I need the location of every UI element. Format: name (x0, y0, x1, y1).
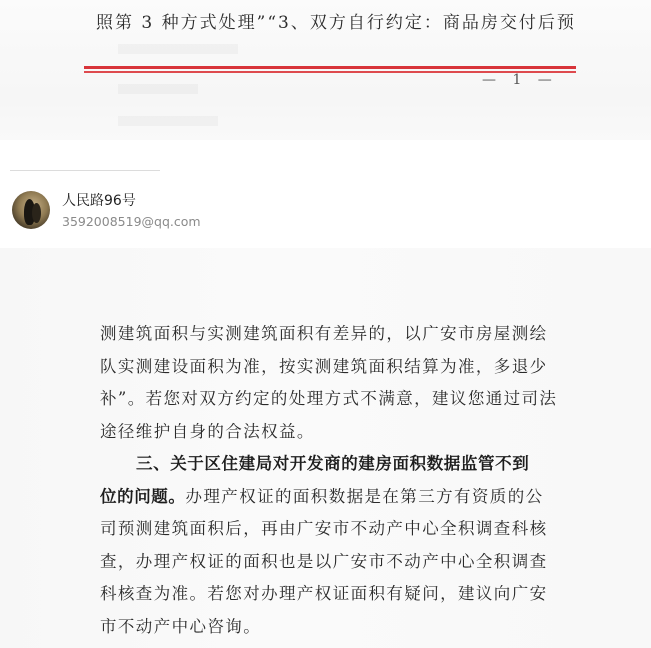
paragraph-line: 队实测建设面积为准，按实测建筑面积结算为准，多退少 (100, 356, 548, 376)
section-heading-line (100, 448, 580, 481)
avatar[interactable] (12, 191, 50, 229)
document-body (100, 318, 580, 643)
paragraph-line: 测建筑面积与实测建筑面积有差异的，以广安市房屋测绘 (100, 324, 548, 343)
red-rule-line (84, 66, 576, 69)
paragraph-line: 查，办理产权证的面积也是以广安市不动产中心全积调查 (100, 551, 548, 571)
top-scan-fragment (0, 0, 651, 140)
bleed-through-mark (118, 116, 218, 126)
sender-email: 3592008519@qq.com (62, 214, 201, 229)
paragraph-line: 司预测建筑面积后，再由广安市不动产中心全积调查科核 (100, 519, 548, 538)
bird-silhouette-icon (32, 203, 41, 223)
bleed-through-mark (118, 44, 238, 54)
bleed-through-mark (118, 84, 198, 94)
sender-name[interactable]: 人民路96号 (62, 193, 136, 209)
section-heading: 三、关于区住建局对开发商的建房面积数据监管不到 (136, 454, 530, 473)
paragraph-line: 补”。若您对双方约定的处理方式不满意，建议您通过司法 (100, 389, 558, 408)
section-heading-continuation-line (100, 481, 580, 514)
paragraph-line: 科核查为准。若您对办理产权证面积有疑问，建议向广安 (100, 584, 548, 603)
paragraph-line: 途径维护自身的合法权益。 (100, 421, 315, 441)
divider (10, 170, 160, 171)
sender-header (0, 160, 651, 244)
section-heading-continuation: 位的问题。 (100, 486, 186, 506)
section-text: 办理产权证的面积数据是在第三方有资质的公 (185, 486, 544, 506)
page-number: — 1 — (482, 72, 558, 88)
top-fragment-text: 照第 3 种方式处理”“3、双方自行约定：商品房交付后预 (96, 13, 576, 33)
paragraph-line: 市不动产中心咨询。 (100, 616, 262, 636)
